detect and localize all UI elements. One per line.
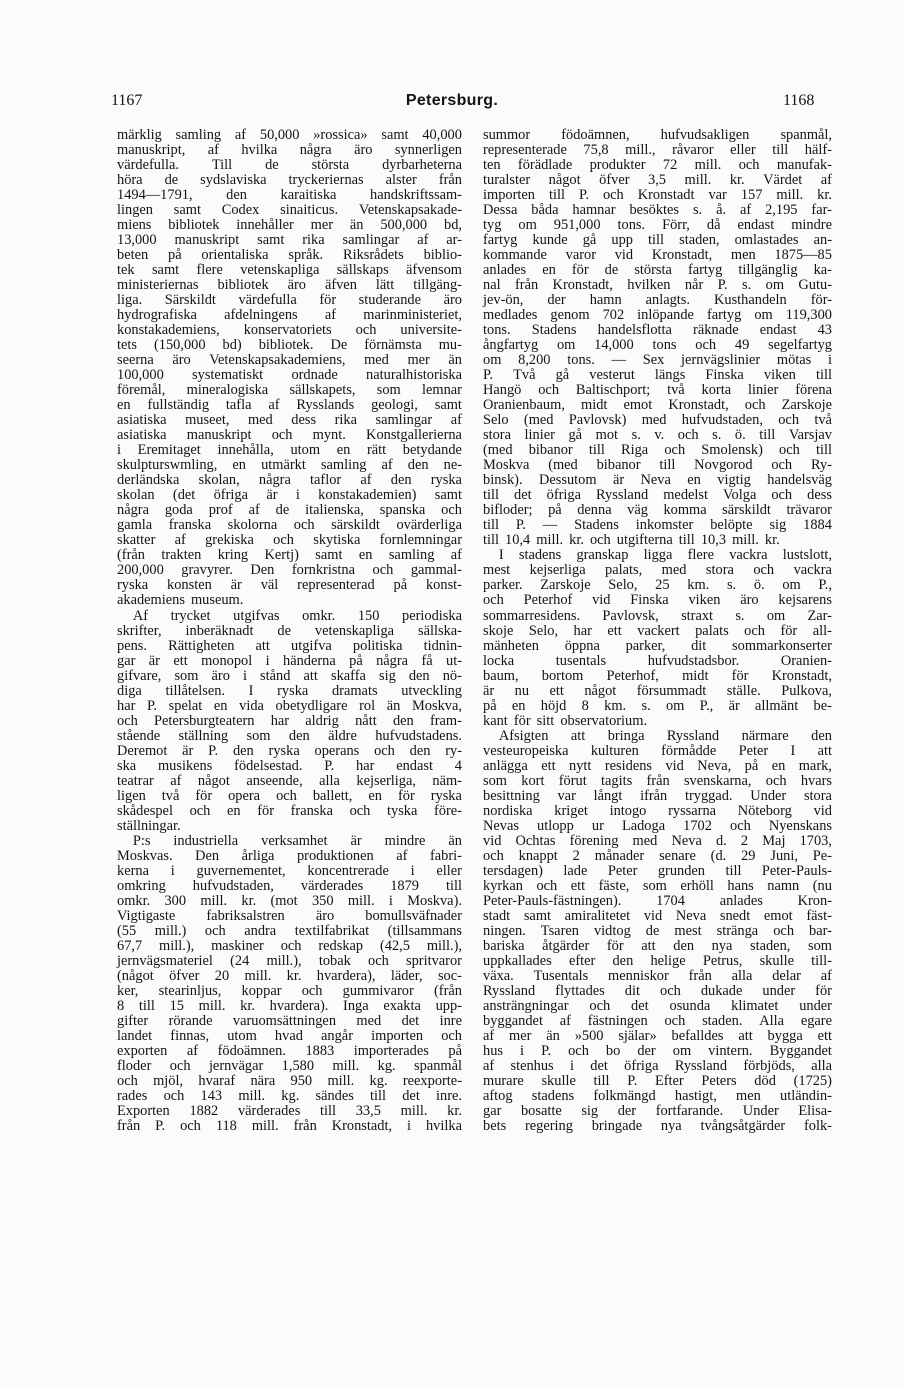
text-line: asiatiska museet, med dess rika samlingar af — [117, 412, 462, 429]
text-line: och Petersburgteatern har aldrig nått den fram- — [117, 712, 462, 729]
text-line: ker, stearinljus, koppar och gummivaror (från — [117, 982, 462, 999]
text-line: ryska konsten är väl representerad på konst- — [117, 577, 462, 594]
text-line: seerna äro Vetenskapsakademiens, med mer än — [117, 352, 462, 369]
text-line: pens. Rättigheten att utgifva politiska tidnin- — [117, 637, 462, 654]
text-line: medlades genom 702 inlöpande fartyg om 119,300 — [483, 307, 832, 324]
text-line: några goda prof af de italienska, spanska och — [117, 502, 462, 519]
page-number-left: 1167 — [111, 92, 143, 109]
text-line: manuskript, af hvilka några äro synnerligen — [117, 142, 462, 159]
text-line: höra de sydslaviska tryckeriernas alster från — [117, 172, 462, 189]
text-line: akademiens museum. — [117, 592, 244, 609]
text-line: Vigtigaste fabriksalstren äro bomullsväfnader — [117, 907, 462, 924]
text-line: besittning var långt ifrån tryggad. Under stora — [483, 787, 832, 804]
text-line: P:s industriella verksamhet är mindre än — [132, 832, 462, 849]
text-column-right — [483, 128, 832, 1134]
text-line: konstakademiens, konservatoriets och universite- — [117, 322, 462, 339]
running-head-title: Petersburg. — [405, 92, 499, 109]
text-line: Oranienbaum, midt emot Kronstadt, och Zarskoje — [483, 397, 832, 414]
text-line: miens bibliotek innehåller mer än 500,000 bd, — [117, 217, 462, 234]
text-line: gar bosatte sig der fortfarande. Under Elisa- — [483, 1103, 832, 1120]
text-line: 13,000 manuskript samt rika samlingar af ar- — [117, 232, 462, 249]
text-line: nal från Kronstadt, hvilken når P. s. om Gutu- — [483, 277, 832, 294]
text-line: hus i P. och bo der om vintern. Byggandet — [483, 1042, 832, 1059]
text-line: (från trakten kring Kertj) samt en samling af — [117, 547, 462, 564]
page-number-right: 1168 — [783, 92, 815, 109]
text-line: importen till P. och Kronstadt var 157 mill. kr. — [483, 187, 832, 204]
text-line: växa. Tusentals menniskor från alla delar af — [483, 967, 832, 984]
text-line: från P. och 118 mill. från Kronstadt, i hvilka — [117, 1118, 462, 1135]
text-line: byggandet af fästningen och staden. Alla egare — [483, 1012, 832, 1029]
text-line: af stenhus i det öfriga Ryssland förbjöds, alla — [483, 1057, 832, 1074]
text-line: Af trycket utgifvas omkr. 150 periodiska — [132, 607, 462, 624]
text-line: ministeriernas bibliotek äro äfven lätt tillgäng- — [117, 277, 462, 294]
text-line: summor födoämnen, hufvudsakligen spanmål, — [483, 127, 832, 143]
text-line: bets regering bringade nya tvångsåtgärder folk- — [483, 1118, 832, 1135]
text-line: kerna i guvernementet, koncentrerade i eller — [117, 862, 462, 879]
text-line: kant för sitt observatorium. — [483, 712, 648, 729]
text-line: skulpturswmling, en utmärkt samling af den ne- — [117, 457, 462, 474]
text-line: omkring hufvudstaden, värderades 1879 till — [117, 877, 462, 894]
text-line: sommarresidens. Pavlovsk, straxt s. om Zar- — [483, 607, 832, 624]
text-line: 1494—1791, den karaitiska handskriftssam- — [117, 187, 462, 204]
text-line: till 10,4 mill. kr. och utgifterna till 10,3 mill. kr. — [483, 532, 780, 549]
text-line: gar är ett monopol i händerna på några få ut- — [117, 652, 462, 669]
text-line: om 8,200 tons. — Sex jernvägslinier mötas i — [483, 352, 832, 369]
text-line: turalster något öfver 3,5 mill. kr. Värdet af — [483, 172, 832, 189]
text-line: asiatiska manuskript och mynt. Konstgallerierna — [117, 427, 462, 444]
text-line: mänheten öppna parker, dit sommarkonserter — [483, 637, 832, 654]
text-line: är nu ett något försummadt ställe. Pulkova, — [483, 682, 832, 699]
text-line: (något öfver 20 mill. kr. hvardera), läder, soc- — [117, 967, 462, 984]
text-line: tons. Stadens handelsflotta räknade endast 43 — [483, 322, 832, 339]
text-line: beten på orientaliska språk. Riksrådets biblio- — [117, 247, 462, 264]
text-line: derländska skolan, några taflor af den ryska — [117, 472, 462, 489]
text-line: tek samt flere vetenskapliga sällskaps äfvensom — [117, 262, 462, 279]
text-line: Afsigten att bringa Ryssland närmare den — [498, 727, 832, 744]
text-line: kyrkan och ett fäste, som erhöll hans namn (nu — [483, 877, 832, 894]
text-line: landet finnas, utom hvad angår importen och — [117, 1027, 462, 1044]
text-line: 67,7 mill.), maskiner och redskap (42,5 mill.), — [117, 937, 462, 954]
text-line: representerade 75,8 mill., råvaror eller till hälf- — [483, 142, 832, 159]
text-line: mest kejserliga palats, med stora och vackra — [483, 562, 832, 579]
text-line: märklig samling af 50,000 »rossica» samt 40,000 — [117, 127, 462, 143]
text-line: nordiska kriget intogo ryssarna Nöteborg vid — [483, 802, 832, 819]
text-line: omkr. 300 mill. kr. (mot 350 mill. i Moskva). — [117, 892, 462, 909]
text-line: värdefulla. Till de största dyrbarheterna — [117, 157, 462, 174]
text-line: kommande varor vid Kronstadt, men 1875—85 — [483, 247, 832, 264]
text-line: skrifter, inberäknadt de vetenskapliga sällska- — [117, 622, 462, 639]
text-line: Nevas utlopp ur Ladoga 1702 och Nyenskans — [483, 817, 832, 834]
text-line: stadt samt amiralitetet vid Neva snedt emot fäst- — [483, 907, 832, 924]
text-line: vid Ochtas förening med Neva d. 2 Maj 1703, — [483, 832, 832, 849]
text-line: teatrar af något anseende, alla kejserliga, näm- — [117, 772, 462, 789]
text-line: vesteuropeiska kulturen förmådde Peter I att — [483, 742, 832, 759]
text-line: (55 mill.) och andra textilfabrikat (tillsammans — [117, 922, 462, 939]
text-line: jev-ön, der hamn anlagts. Kusthandeln för- — [483, 292, 832, 309]
text-line: uppkallades efter den helige Petrus, skulle till- — [483, 952, 832, 969]
text-line: och Peterhof vid Finska viken äro kejsarens — [483, 592, 832, 609]
text-line: Exporten 1882 värderades till 33,5 mill. kr. — [117, 1103, 462, 1120]
text-line: ligen två för opera och ballett, en för ryska — [117, 787, 462, 804]
text-line: stående ställning som den äldre hufvudstadens. — [117, 727, 462, 744]
text-line: Moskvas. Den årliga produktionen af fabri- — [117, 847, 462, 864]
text-line: parker. Zarskoje Selo, 25 km. s. ö. om P., — [483, 577, 832, 594]
text-line: ansträngningar och det osunda klimatet under — [483, 997, 832, 1014]
text-line: af mer än »500 själar» befalldes att bygga ett — [483, 1027, 832, 1044]
text-column-left — [117, 128, 462, 1134]
text-line: till det öfriga Ryssland medelst Volga och dess — [483, 487, 832, 504]
text-line: aftog stadens folkmängd hastigt, men utländin- — [483, 1088, 832, 1104]
text-line: diga tillåtelsen. I ryska dramats utveckling — [117, 682, 462, 699]
text-line: murare skulle till P. Efter Peters död (1725) — [483, 1072, 832, 1089]
text-line: skådespel och en för franska och tyska före- — [117, 802, 462, 819]
text-line: exporten af födoämnen. 1883 importerades på — [117, 1042, 462, 1059]
text-line: Peter-Pauls-fästningen). 1704 anlades Kron- — [483, 892, 832, 909]
text-line: I stadens granskap ligga flere vackra lustslott, — [498, 547, 832, 564]
text-line: 200,000 gravyrer. Den fornkristna och gammal- — [117, 562, 462, 579]
text-line: lingen samt Codex sinaiticus. Vetenskapsakade- — [117, 202, 462, 219]
text-line: jernvägsmateriel (24 mill.), tobak och spritvaror — [117, 952, 462, 969]
text-line: ningen. Tsaren vidtog de mest stränga och bar- — [483, 922, 832, 939]
text-line: på en höjd 8 km. s. om P., är allmänt be- — [483, 697, 832, 714]
text-line: liga. Särskildt värdefulla för studerande äro — [117, 292, 462, 309]
text-line: skatter af grekiska och skytiska fornlemningar — [117, 532, 462, 549]
text-line: tets (150,000 bd) bibliotek. De förnämsta mu- — [117, 337, 462, 354]
text-line: ska musikens födelsestad. P. har endast 4 — [117, 757, 462, 774]
text-line: skolan (det öfriga är i konstakademien) samt — [117, 487, 462, 504]
text-line: bariska åtgärder för att den nya staden, som — [483, 937, 832, 954]
text-line: P. Två gå vesterut längs Finska viken till — [483, 367, 832, 384]
text-line: skoje Selo, har ett vackert palats och för all- — [483, 622, 832, 639]
text-line: gifter rörande varuomsättningen med det inre — [117, 1012, 462, 1029]
text-line: ställningar. — [117, 817, 181, 834]
text-line: baum, bortom Peterhof, midt för Kronstadt, — [483, 667, 832, 684]
text-line: Dessa båda hamnar besöktes s. å. af 2,195 far- — [483, 202, 832, 219]
text-line: till P. — Stadens inkomster belöpte sig 1884 — [483, 517, 832, 534]
text-line: tyg om 951,000 tons. Förr, då endast mindre — [483, 217, 832, 234]
text-line: ångfartyg om 14,000 tons och 49 segelfartyg — [483, 337, 832, 354]
text-line: anlades en för de största fartyg tillgänglig ka- — [483, 262, 832, 279]
text-line: och knappt 2 månader senare (d. 29 Juni, Pe- — [483, 847, 832, 864]
text-line: locka tusentals hufvudstadsbor. Oranien- — [483, 652, 832, 669]
text-line: (med bibanor till Riga och Smolensk) och till — [483, 442, 832, 459]
text-line: föremål, mineralogiska sällskapets, som lemnar — [117, 382, 462, 399]
text-line: rades och 143 mill. kg. sändes till det inre. — [117, 1088, 462, 1104]
text-line: har P. spelat en vida obetydligare rol än Moskva, — [117, 697, 462, 714]
text-line: Hangö och Baltischport; två korta linier förena — [483, 382, 832, 399]
text-line: tersdagen) lade Peter grunden till Peter-Pauls- — [483, 862, 832, 879]
text-line: ten förädlade produkter 72 mill. och manufak- — [483, 157, 832, 174]
text-line: Ryssland flyttades dit och dukade under för — [483, 982, 832, 999]
text-line: gifvare, som äro i stånd att skaffa sig den nö- — [117, 667, 462, 684]
text-line: bifloder; på denna väg komma särskildt trävaror — [483, 502, 832, 519]
text-line: binsk). Dessutom är Neva en vigtig handelsväg — [483, 472, 832, 489]
text-line: hydrografiska afdelningens af marinministeriet, — [117, 307, 462, 324]
text-line: Moskva (med bibanor till Novgorod och Ry- — [483, 457, 832, 474]
text-line: Deremot är P. den ryska operans och den ry- — [117, 742, 462, 759]
text-line: 8 till 15 mill. kr. hvardera). Inga exakta upp- — [117, 997, 462, 1014]
text-line: anlägga ett nytt residens vid Neva, på en mark, — [483, 757, 832, 774]
text-line: Selo (med Pavlovsk) med hufvudstaden, och två — [483, 412, 832, 429]
text-line: gamla franska skolorna och särskildt ovärderliga — [117, 517, 462, 534]
text-line: i Eremitaget innehålla, utom en rätt betydande — [117, 442, 462, 459]
text-line: och mjöl, hvaraf nära 950 mill. kg. reexporte- — [117, 1072, 462, 1089]
text-line: fartyg kunde gå upp till staden, omlastades an- — [483, 232, 832, 249]
text-line: en fullständig tafla af Rysslands geologi, samt — [117, 397, 462, 414]
text-line: floder och jernvägar 1,580 mill. kg. spanmål — [117, 1057, 462, 1074]
text-line: stora linier gå mot s. v. och s. ö. till Varsjav — [483, 427, 832, 444]
text-line: som kort förut tagits från svenskarna, och hvars — [483, 772, 832, 789]
text-line: 100,000 systematiskt ordnade naturalhistoriska — [117, 367, 462, 384]
